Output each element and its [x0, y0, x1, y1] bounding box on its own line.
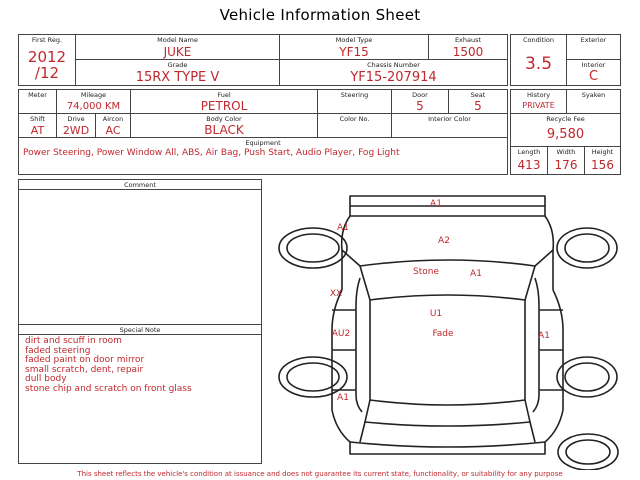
- chassis-value: YF15-207914: [350, 70, 437, 85]
- length-value: 413: [517, 158, 541, 172]
- grade-cell: [75, 59, 280, 86]
- exterior-label: Exterior: [580, 36, 607, 44]
- mark-left-front-door: XX: [329, 289, 343, 299]
- car-damage-diagram: [270, 180, 620, 470]
- recycle-fee-cell: [510, 113, 621, 147]
- grade-value: 15RX TYPE V: [135, 70, 220, 85]
- front-bumper: [350, 196, 545, 206]
- comment-label: Comment: [124, 181, 156, 189]
- chassis-cell: [279, 59, 508, 86]
- steering-label: Steering: [340, 91, 369, 99]
- height-cell: [584, 146, 621, 175]
- right-windows: [533, 278, 539, 412]
- seat-label: Seat: [470, 91, 486, 99]
- equipment-cell: [18, 137, 508, 175]
- grade-label: Grade: [167, 61, 188, 69]
- comment-divider: [19, 189, 261, 190]
- mark-hood: A2: [438, 236, 450, 246]
- condition-label: Condition: [522, 36, 555, 44]
- mark-front-left-fender: A1: [337, 223, 349, 233]
- windshield: [360, 266, 535, 300]
- width-label: Width: [556, 148, 576, 156]
- model-name-label: Model Name: [157, 36, 198, 44]
- width-value: 176: [554, 158, 578, 172]
- first-reg-year: 2012: [27, 48, 67, 66]
- special-note-list: [25, 337, 192, 394]
- first-reg-cell: [18, 34, 76, 86]
- condition-value: 3.5: [524, 54, 553, 74]
- shift-cell: [18, 113, 57, 138]
- mark-front-bumper: A1: [430, 199, 442, 209]
- seat-cell: [448, 89, 508, 114]
- model-name-cell: [75, 34, 280, 60]
- equipment-label: Equipment: [245, 139, 281, 147]
- special-note-line: dirt and scuff in room: [25, 336, 122, 346]
- interior-cell: [566, 59, 621, 86]
- fuel-label: Fuel: [217, 91, 231, 99]
- syaken-label: Syaken: [581, 91, 606, 99]
- special-note-line: dull body: [25, 374, 67, 384]
- fuel-cell: [130, 89, 318, 114]
- equipment-value: Power Steering, Power Window All, ABS, Air Bag, Push Start, Audio Player, Fog Light: [23, 148, 400, 158]
- seat-value: 5: [474, 99, 482, 113]
- recycle-fee-value: 9,580: [546, 127, 585, 142]
- condition-cell: [510, 34, 567, 86]
- exhaust-cell: [428, 34, 508, 60]
- meter-cell: [18, 89, 57, 114]
- drive-value: 2WD: [62, 124, 90, 137]
- mark-windshield: Stone: [413, 267, 439, 277]
- model-type-value: YF15: [339, 45, 369, 59]
- meter-label: Meter: [28, 91, 47, 99]
- special-note-line: faded paint on door mirror: [25, 355, 145, 365]
- door-label: Door: [412, 91, 428, 99]
- chassis-label: Chassis Number: [367, 61, 420, 69]
- fuel-value: PETROL: [200, 99, 248, 113]
- exterior-cell: [566, 34, 621, 60]
- first-reg-label: First Reg.: [31, 36, 63, 44]
- syaken-cell: [566, 89, 621, 114]
- roof: [370, 300, 525, 405]
- right-door-lines: [539, 310, 563, 390]
- interior-color-cell: [391, 113, 508, 138]
- drive-label: Drive: [67, 115, 85, 123]
- history-cell: [510, 89, 567, 114]
- special-note-divider: [19, 334, 261, 335]
- steering-cell: [317, 89, 392, 114]
- model-name-value: JUKE: [163, 45, 192, 59]
- mark-roof-center: Fade: [432, 329, 454, 339]
- history-label: History: [526, 91, 551, 99]
- body-color-cell: [130, 113, 318, 138]
- rear-trunk: [350, 442, 545, 447]
- exhaust-label: Exhaust: [454, 36, 482, 44]
- model-type-label: Model Type: [335, 36, 373, 44]
- aircon-value: AC: [105, 124, 121, 137]
- special-note-line: stone chip and scratch on front glass: [25, 383, 192, 394]
- sheet-footer-disclaimer: This sheet reflects the vehicle's condition at issuance and does not guarantee its current state, functionality, or suitability for any purpose: [77, 470, 563, 478]
- recycle-fee-label: Recycle Fee: [546, 115, 585, 123]
- special-note-label: Special Note: [119, 326, 161, 334]
- interior-color-label: Interior Color: [428, 115, 471, 123]
- mileage-label: Mileage: [80, 91, 107, 99]
- height-label: Height: [591, 148, 614, 156]
- door-value: 5: [416, 99, 424, 113]
- interior-label: Interior: [581, 61, 606, 69]
- mark-windshield-right: A1: [470, 269, 482, 279]
- rear-glass: [365, 400, 530, 426]
- history-value: PRIVATE: [522, 101, 555, 110]
- width-cell: [547, 146, 585, 175]
- shift-value: AT: [30, 124, 45, 137]
- special-note-line: faded steering: [25, 345, 91, 356]
- aircon-cell: [95, 113, 131, 138]
- body-color-value: BLACK: [204, 123, 244, 137]
- door-cell: [391, 89, 449, 114]
- mark-left-rear-fender: A1: [337, 393, 349, 403]
- mark-right-rear-door: A1: [538, 331, 550, 341]
- mark-roof: U1: [429, 309, 443, 319]
- exhaust-value: 1500: [452, 45, 484, 59]
- aircon-label: Aircon: [102, 115, 124, 123]
- special-note-line: small scratch, dent, repair: [25, 364, 144, 375]
- color-no-label: Color No.: [339, 115, 370, 123]
- special-note-box: [18, 324, 262, 464]
- shift-label: Shift: [30, 115, 45, 123]
- right-body-side: [545, 290, 563, 442]
- mileage-cell: [56, 89, 131, 114]
- interior-value: C: [588, 69, 599, 84]
- sheet-title: Vehicle Information Sheet: [219, 6, 421, 24]
- mark-left-rear-door: AU2: [331, 329, 351, 339]
- left-door-lines: [332, 310, 356, 390]
- length-label: Length: [517, 148, 541, 156]
- color-no-cell: [317, 113, 392, 138]
- length-cell: [510, 146, 548, 175]
- first-reg-month: /12: [34, 64, 60, 82]
- left-windows: [356, 278, 362, 412]
- model-type-cell: [279, 34, 429, 60]
- mileage-value: 74,000 KM: [66, 101, 121, 112]
- height-value: 156: [591, 158, 614, 172]
- body-color-label: Body Color: [206, 115, 242, 123]
- drive-cell: [56, 113, 96, 138]
- comment-box: [18, 179, 262, 325]
